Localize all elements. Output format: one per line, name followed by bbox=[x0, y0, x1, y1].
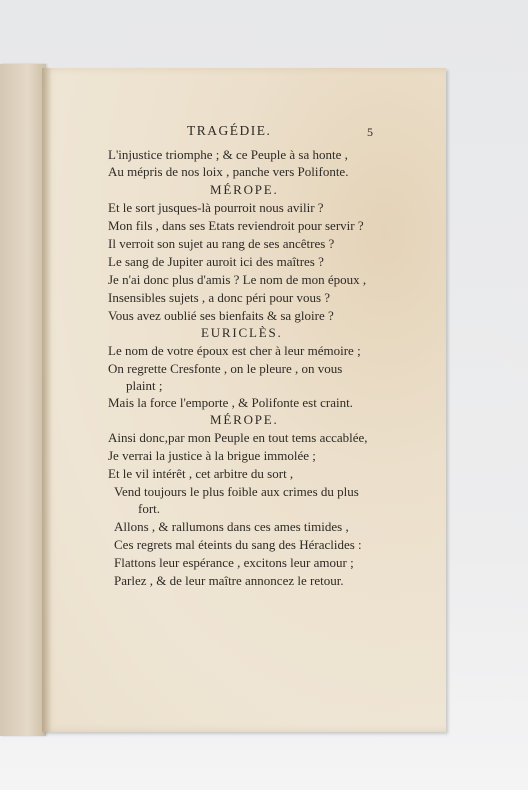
verse-line-continuation: plaint ; bbox=[126, 378, 163, 393]
verse-line-continuation: fort. bbox=[138, 501, 161, 516]
verse-line: Le nom de votre époux est cher à leur mémoire ; bbox=[108, 343, 361, 358]
book-page bbox=[42, 68, 446, 732]
verse-line: Et le vil intérêt , cet arbitre du sort , bbox=[108, 466, 294, 481]
verse-line: Mon fils , dans ses Etats reviendroit pour servir ? bbox=[108, 218, 364, 233]
verse-line: Je n'ai donc plus d'amis ? Le nom de mon époux , bbox=[108, 272, 367, 287]
verse-line: Insensibles sujets , a donc péri pour vous ? bbox=[108, 290, 331, 305]
verse-line: Je verrai la justice à la brigue immolée ; bbox=[108, 448, 316, 463]
verse-line: Vous avez oublié ses bienfaits & sa gloire ? bbox=[108, 308, 334, 323]
verse-line: L'injustice triomphe ; & ce Peuple à sa honte , bbox=[108, 147, 348, 162]
verse-line: Ainsi donc,par mon Peuple en tout tems accablée, bbox=[108, 430, 368, 445]
verse-line: Au mépris de nos loix , panche vers Polifonte. bbox=[108, 164, 349, 179]
verse-line: Mais la force l'emporte , & Polifonte est craint. bbox=[108, 395, 353, 410]
speaker-name: MÉROPE. bbox=[210, 182, 279, 197]
verse-line: Le sang de Jupiter auroit ici des maîtres ? bbox=[108, 254, 324, 269]
verse-line: Allons , & rallumons dans ces ames timides , bbox=[114, 519, 349, 534]
speaker-name: EURICLÈS. bbox=[201, 325, 283, 340]
verse-line: Il verroit son sujet au rang de ses ancêtres ? bbox=[108, 236, 335, 251]
speaker-name: MÉROPE. bbox=[210, 412, 279, 427]
facing-page-edge bbox=[0, 64, 46, 736]
verse-line: Ces regrets mal éteints du sang des Héraclides : bbox=[114, 537, 362, 552]
page-number: 5 bbox=[367, 125, 373, 139]
verse-line: Et le sort jusques-là pourroit nous avilir ? bbox=[108, 200, 324, 215]
verse-line: Flattons leur espérance , excitons leur amour ; bbox=[114, 555, 354, 570]
verse-line: Parlez , & de leur maître annoncez le retour. bbox=[114, 573, 344, 588]
running-title: TRAGÉDIE. bbox=[187, 123, 272, 138]
verse-line: On regrette Cresfonte , on le pleure , on vous bbox=[108, 361, 343, 376]
page-gutter-shadow bbox=[42, 68, 52, 732]
verse-line: Vend toujours le plus foible aux crimes du plus bbox=[114, 484, 359, 499]
